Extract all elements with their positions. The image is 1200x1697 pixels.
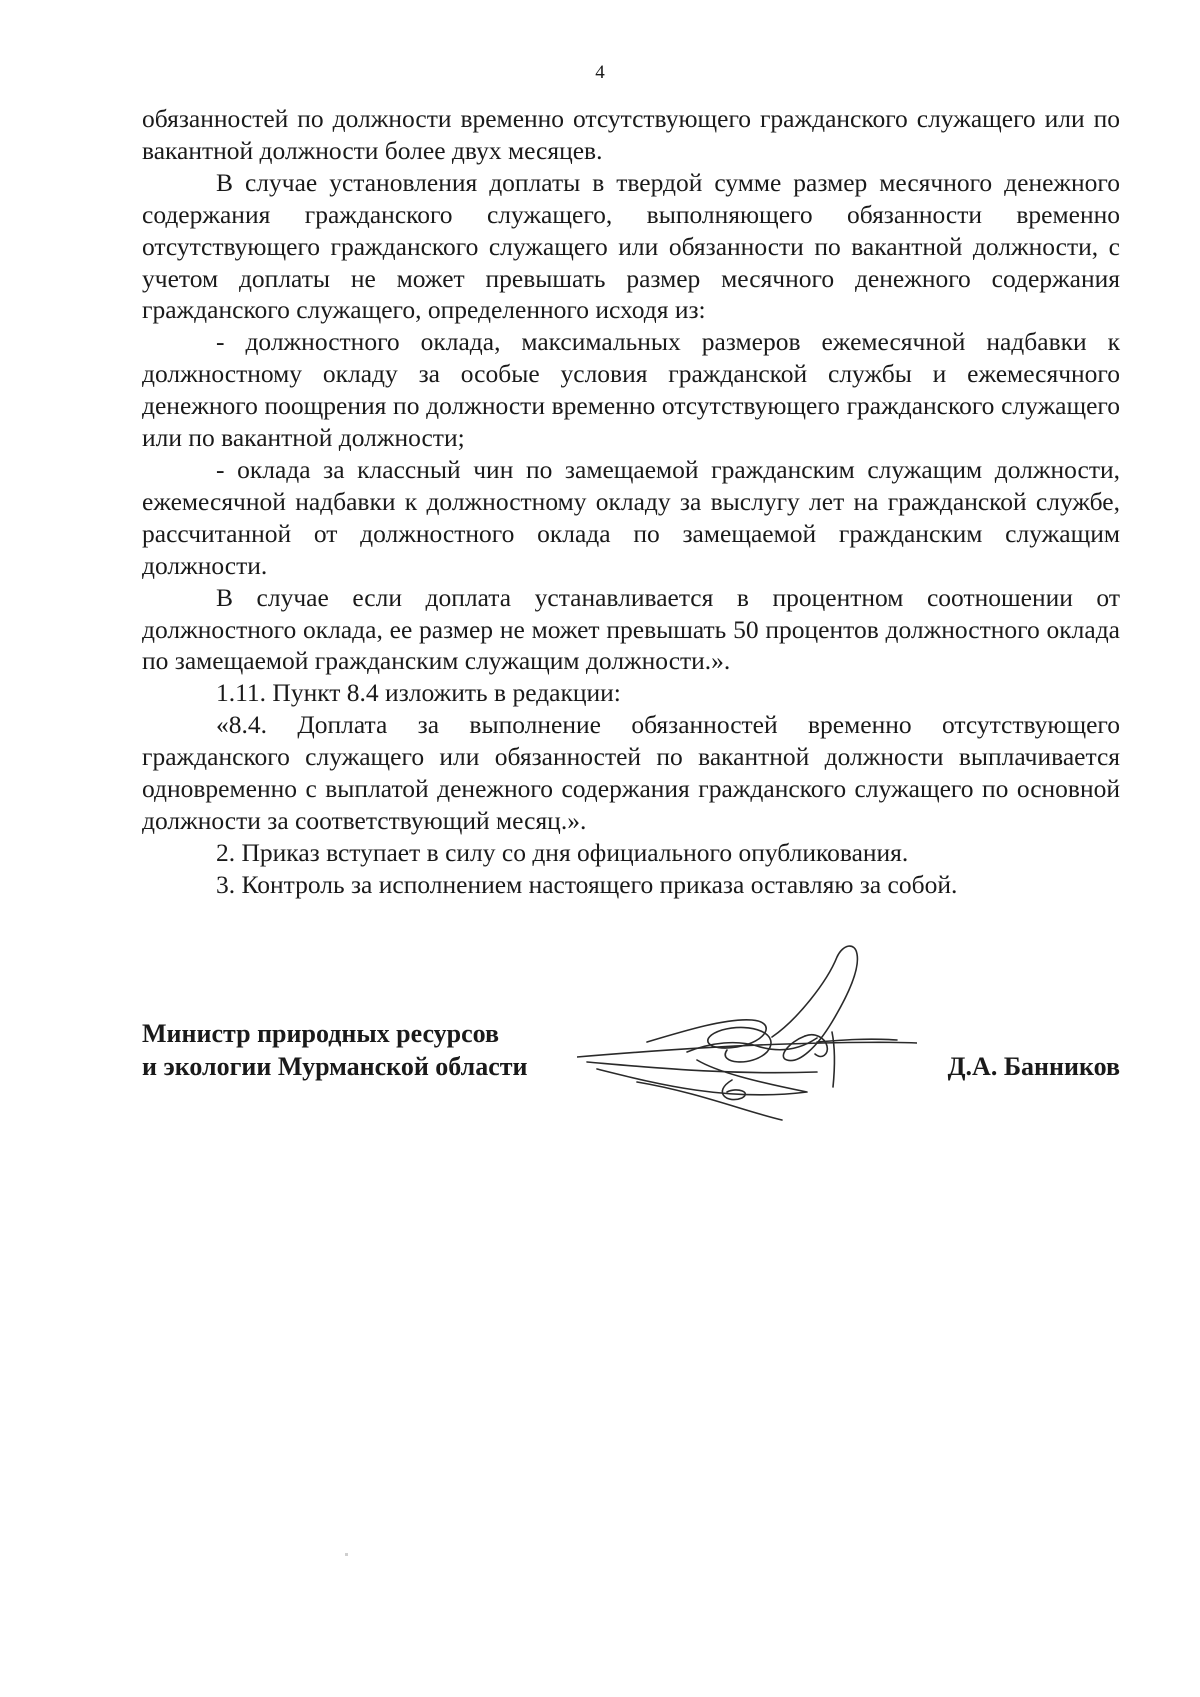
paragraph-item-3: 3. Контроль за исполнением настоящего приказа оставляю за собой. [216, 869, 958, 899]
paragraph-list-item-salary: - должностного оклада, максимальных размеров ежемесячной надбавки к должностному окладу за особые условия гражданской службы и ежемесячного денежного поощрения по должности временно отсутствующего гражданского служащего или по вакантной должности; [142, 327, 1120, 453]
signer-title-line-2: и экологии Мурманской области [142, 1052, 528, 1081]
signer-name: Д.А. Банников [947, 1052, 1120, 1081]
scan-artifact [345, 1553, 348, 1556]
signer-title [142, 1017, 528, 1083]
paragraph-fixed-sum-clause: В случае установления доплаты в твердой сумме размер месячного денежного содержания гражданского служащего, выполняющего обязанности временно отсутствующего гражданского служащего или обязанности по вакантной должности, с учетом доплаты не может превышать размер месячного денежного содержания гражданского служащего, определенного исходя из: [142, 167, 1120, 325]
paragraph-percent-clause: В случае если доплата устанавливается в процентном соотношении от должностного оклада, ее размер не может превышать 50 процентов должностного оклада по замещаемой гражданским служащим должности.». [142, 582, 1120, 676]
paragraph-item-1-11: 1.11. Пункт 8.4 изложить в редакции: [216, 678, 621, 708]
signature-block [142, 1017, 1120, 1137]
handwritten-signature [577, 942, 917, 1127]
document-body [142, 103, 1120, 901]
paragraph-list-item-class-rank: - оклада за классный чин по замещаемой гражданским служащим должности, ежемесячной надбавки к должностному окладу за выслугу лет на гражданской службе, рассчитанной от должностного оклада по замещаемой гражданским служащим должности. [142, 454, 1120, 580]
paragraph-item-2: 2. Приказ вступает в силу со дня официального опубликования. [216, 837, 909, 867]
paragraph-continuation: обязанностей по должности временно отсутствующего гражданского служащего или по вакантной должности более двух месяцев. [142, 104, 1120, 165]
paragraph-item-8-4: «8.4. Доплата за выполнение обязанностей временно отсутствующего гражданского служащего или обязанностей по вакантной должности выплачивается одновременно с выплатой денежного содержания гражданского служащего по основной должности за соответствующий месяц.». [142, 710, 1120, 835]
page-number: 4 [595, 62, 605, 83]
signer-title-line-1: Министр природных ресурсов [142, 1019, 500, 1048]
